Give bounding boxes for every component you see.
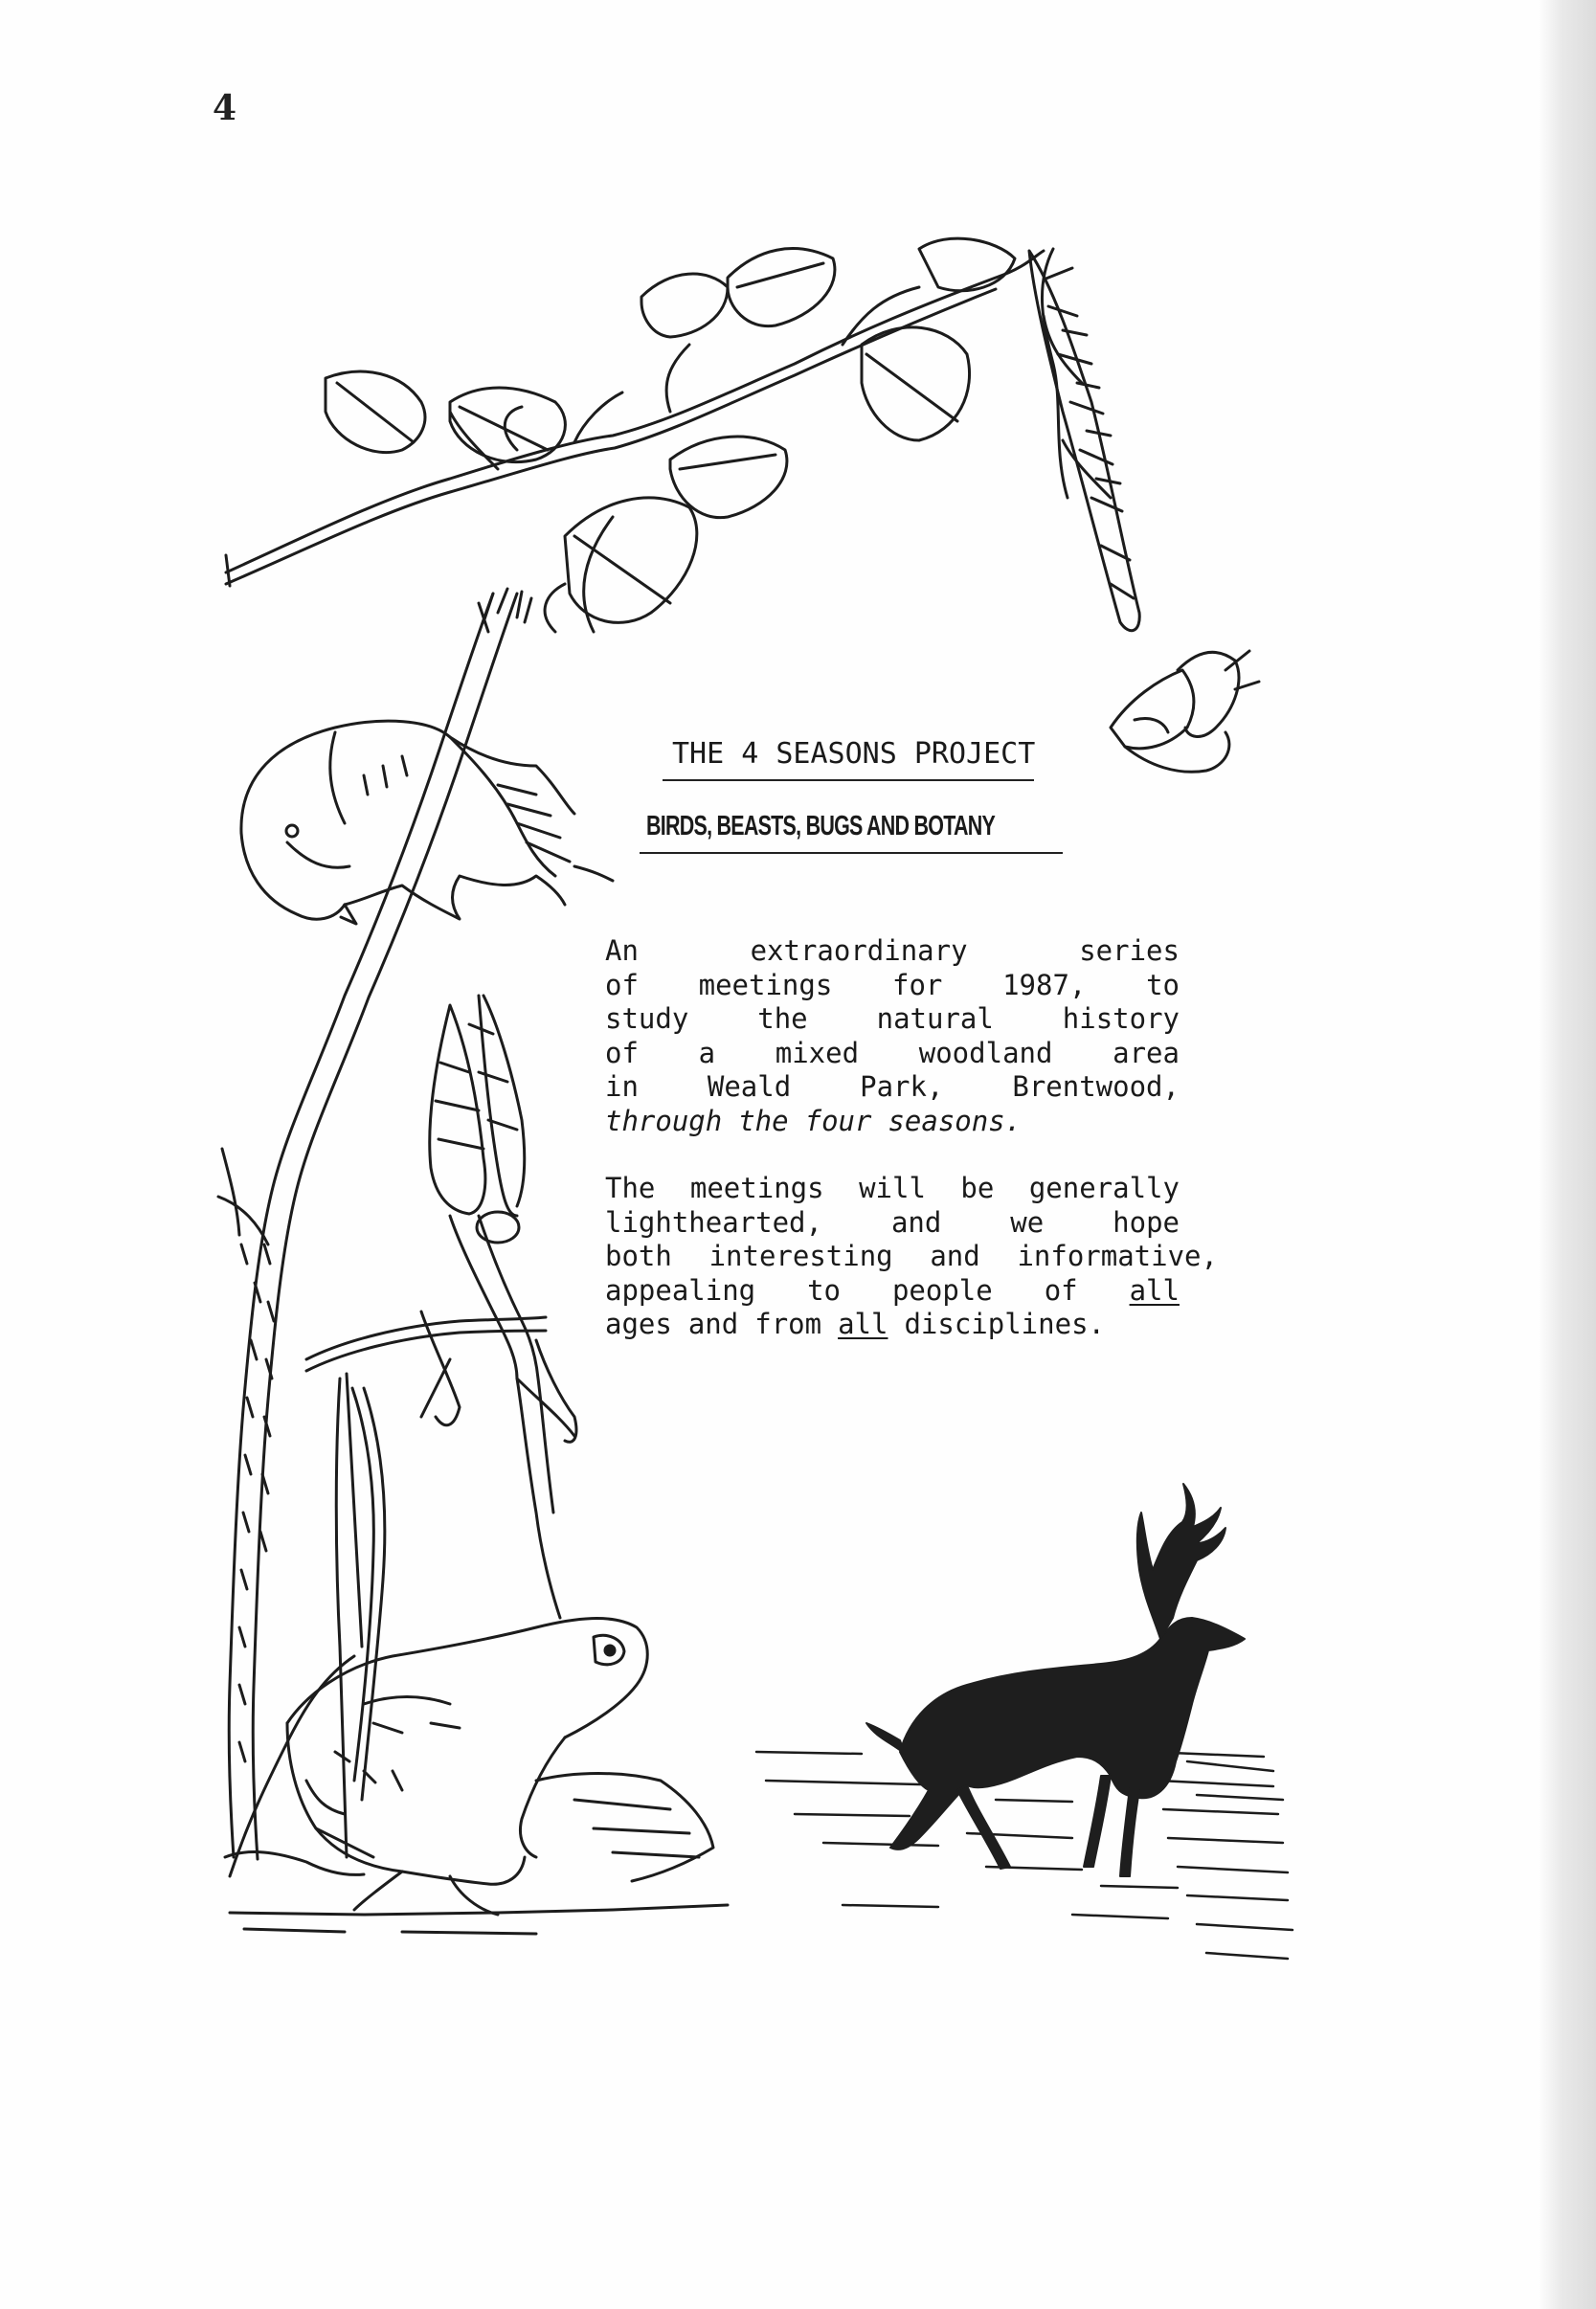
text-line: The meetings will be generally <box>605 1172 1180 1204</box>
text-line: study the natural history <box>605 1002 1180 1035</box>
subtitle-underline <box>640 852 1063 854</box>
description-body <box>605 934 1218 1342</box>
bird-icon <box>241 721 613 924</box>
paragraph-spacer <box>605 1138 1180 1172</box>
text-line: An extraordinary series <box>605 934 1180 967</box>
paragraph-intro <box>605 934 1180 1138</box>
emphasis-all: all <box>838 1308 888 1340</box>
deer-icon <box>866 1484 1245 1876</box>
text-line: of meetings for 1987, to <box>605 968 1180 1001</box>
text-line: appealing to people of all <box>605 1273 1180 1307</box>
catkin-icon <box>1029 249 1139 631</box>
text-line: through the four seasons. <box>605 1104 1023 1137</box>
page-edge-shadow <box>1539 0 1596 2309</box>
project-subtitle: BIRDS, BEASTS, BUGS AND BOTANY <box>646 811 996 841</box>
project-title: THE 4 SEASONS PROJECT <box>672 737 1036 771</box>
rock-icon <box>230 1656 728 1934</box>
birch-branch-icon <box>226 238 1044 632</box>
dragonfly-icon <box>421 996 576 1618</box>
reed-icon <box>218 589 546 1874</box>
butterfly-icon <box>1111 651 1259 772</box>
text-line: ages and from all disciplines. <box>605 1308 1105 1340</box>
text-line: in Weald Park, Brentwood, <box>605 1070 1180 1103</box>
paragraph-details <box>605 1172 1218 1342</box>
page-number: 4 <box>213 88 237 128</box>
title-underline <box>663 779 1034 781</box>
text-line: both interesting and informative, <box>605 1240 1218 1272</box>
text-line: of a mixed woodland area <box>605 1036 1180 1069</box>
text-line: lighthearted, and we hope <box>605 1205 1180 1239</box>
emphasis-all: all <box>1129 1273 1180 1307</box>
ground-strokes <box>756 1752 1293 1959</box>
